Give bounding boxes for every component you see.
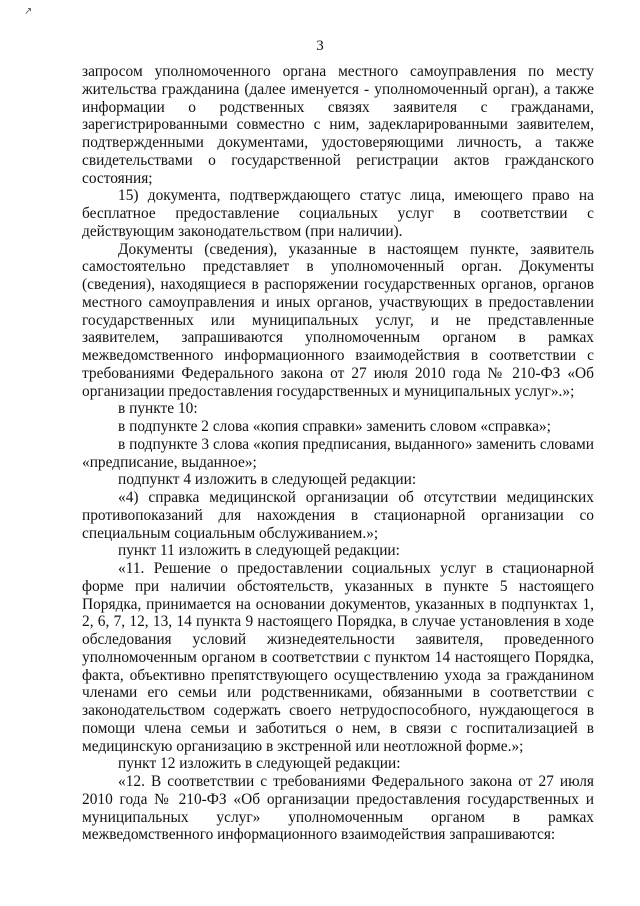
paragraph-point-12-text: «12. В соответствии с требованиями Федерального закона от 27 июля 2010 года № 210-ФЗ «Об организации предоставления государственных и муниципальных услуг» уполномоченным органом в рамках межведомственного информационного взаимодействия запрашиваются:: [82, 773, 594, 844]
paragraph-point-11-text: «11. Решение о предоставлении социальных услуг в стационарной форме при наличии обстоятельств, указанных в пункте 5 настоящего Порядка, принимается на основании документов, указанных в подпунктах 1, 2, 6, 7, 12, 13, 14 пункта 9 настоящего Порядка, в случае установления в ходе обследования условий жизнедеятельности заявителя, проведенного уполномоченным органом в соответствии с пунктом 14 настоящего Порядка, факта, объективно препятствующего осуществлению ухода за гражданином членами его семьи или родственниками, обязанными в соответствии с законодательством содержать своего нетрудоспособного, нуждающегося в помощи члена семьи и заботиться о нем, в связи с госпитализацией в медицинскую организацию в экстренной или неотложной форме.»;: [82, 560, 594, 755]
page-number: 3: [316, 38, 324, 54]
corner-mark: ↗: [24, 6, 33, 17]
paragraph-point-11-heading: пункт 11 изложить в следующей редакции:: [118, 542, 400, 560]
document-body: [82, 63, 594, 844]
paragraph-subpoint-4-heading: подпункт 4 изложить в следующей редакции:: [118, 471, 417, 489]
paragraph-point-10-heading: в пункте 10:: [118, 400, 198, 418]
paragraph-subpoint-4-text: «4) справка медицинской организации об отсутствии медицинских противопоказаний для нахождения в стационарной организации со специальным социальным обслуживанием.»;: [82, 489, 594, 542]
paragraph-subpoint-2: в подпункте 2 слова «копия справки» заменить словом «справка»;: [118, 418, 551, 435]
paragraph-subpoint-3: в подпункте 3 слова «копия предписания, выданного» заменить словами «предписание, выданное»;: [82, 435, 594, 471]
paragraph-point-12-heading: пункт 12 изложить в следующей редакции:: [118, 755, 401, 773]
paragraph-continuation: запросом уполномоченного органа местного самоуправления по месту жительства гражданина (далее именуется - уполномоченный орган), а также информации о родственных связях заявителя с гражданами, зарегистрированными совместно с ним, задекларированными заявителем, подтвержденными документами, удостоверяющими личность, а также свидетельствами о государственной регистрации актов гражданского состояния;: [82, 63, 594, 187]
paragraph-documents-info: Документы (сведения), указанные в настоящем пункте, заявитель самостоятельно представляет в уполномоченный орган. Документы (сведения), находящиеся в распоряжении государственных органов, органов местного самоуправления и иных органов, участвующих в предоставлении государственных или муниципальных услуг, и не представленные заявителем, запрашиваются уполномоченным органом в рамках межведомственного информационного взаимодействия в соответствии с требованиями Федерального закона от 27 июля 2010 года № 210-ФЗ «Об организации предоставления государственных и муниципальных услуг».»;: [82, 240, 594, 400]
paragraph-item-15: 15) документа, подтверждающего статус лица, имеющего право на бесплатное предоставление социальных услуг в соответствии с действующим законодательством (при наличии).: [82, 187, 594, 240]
